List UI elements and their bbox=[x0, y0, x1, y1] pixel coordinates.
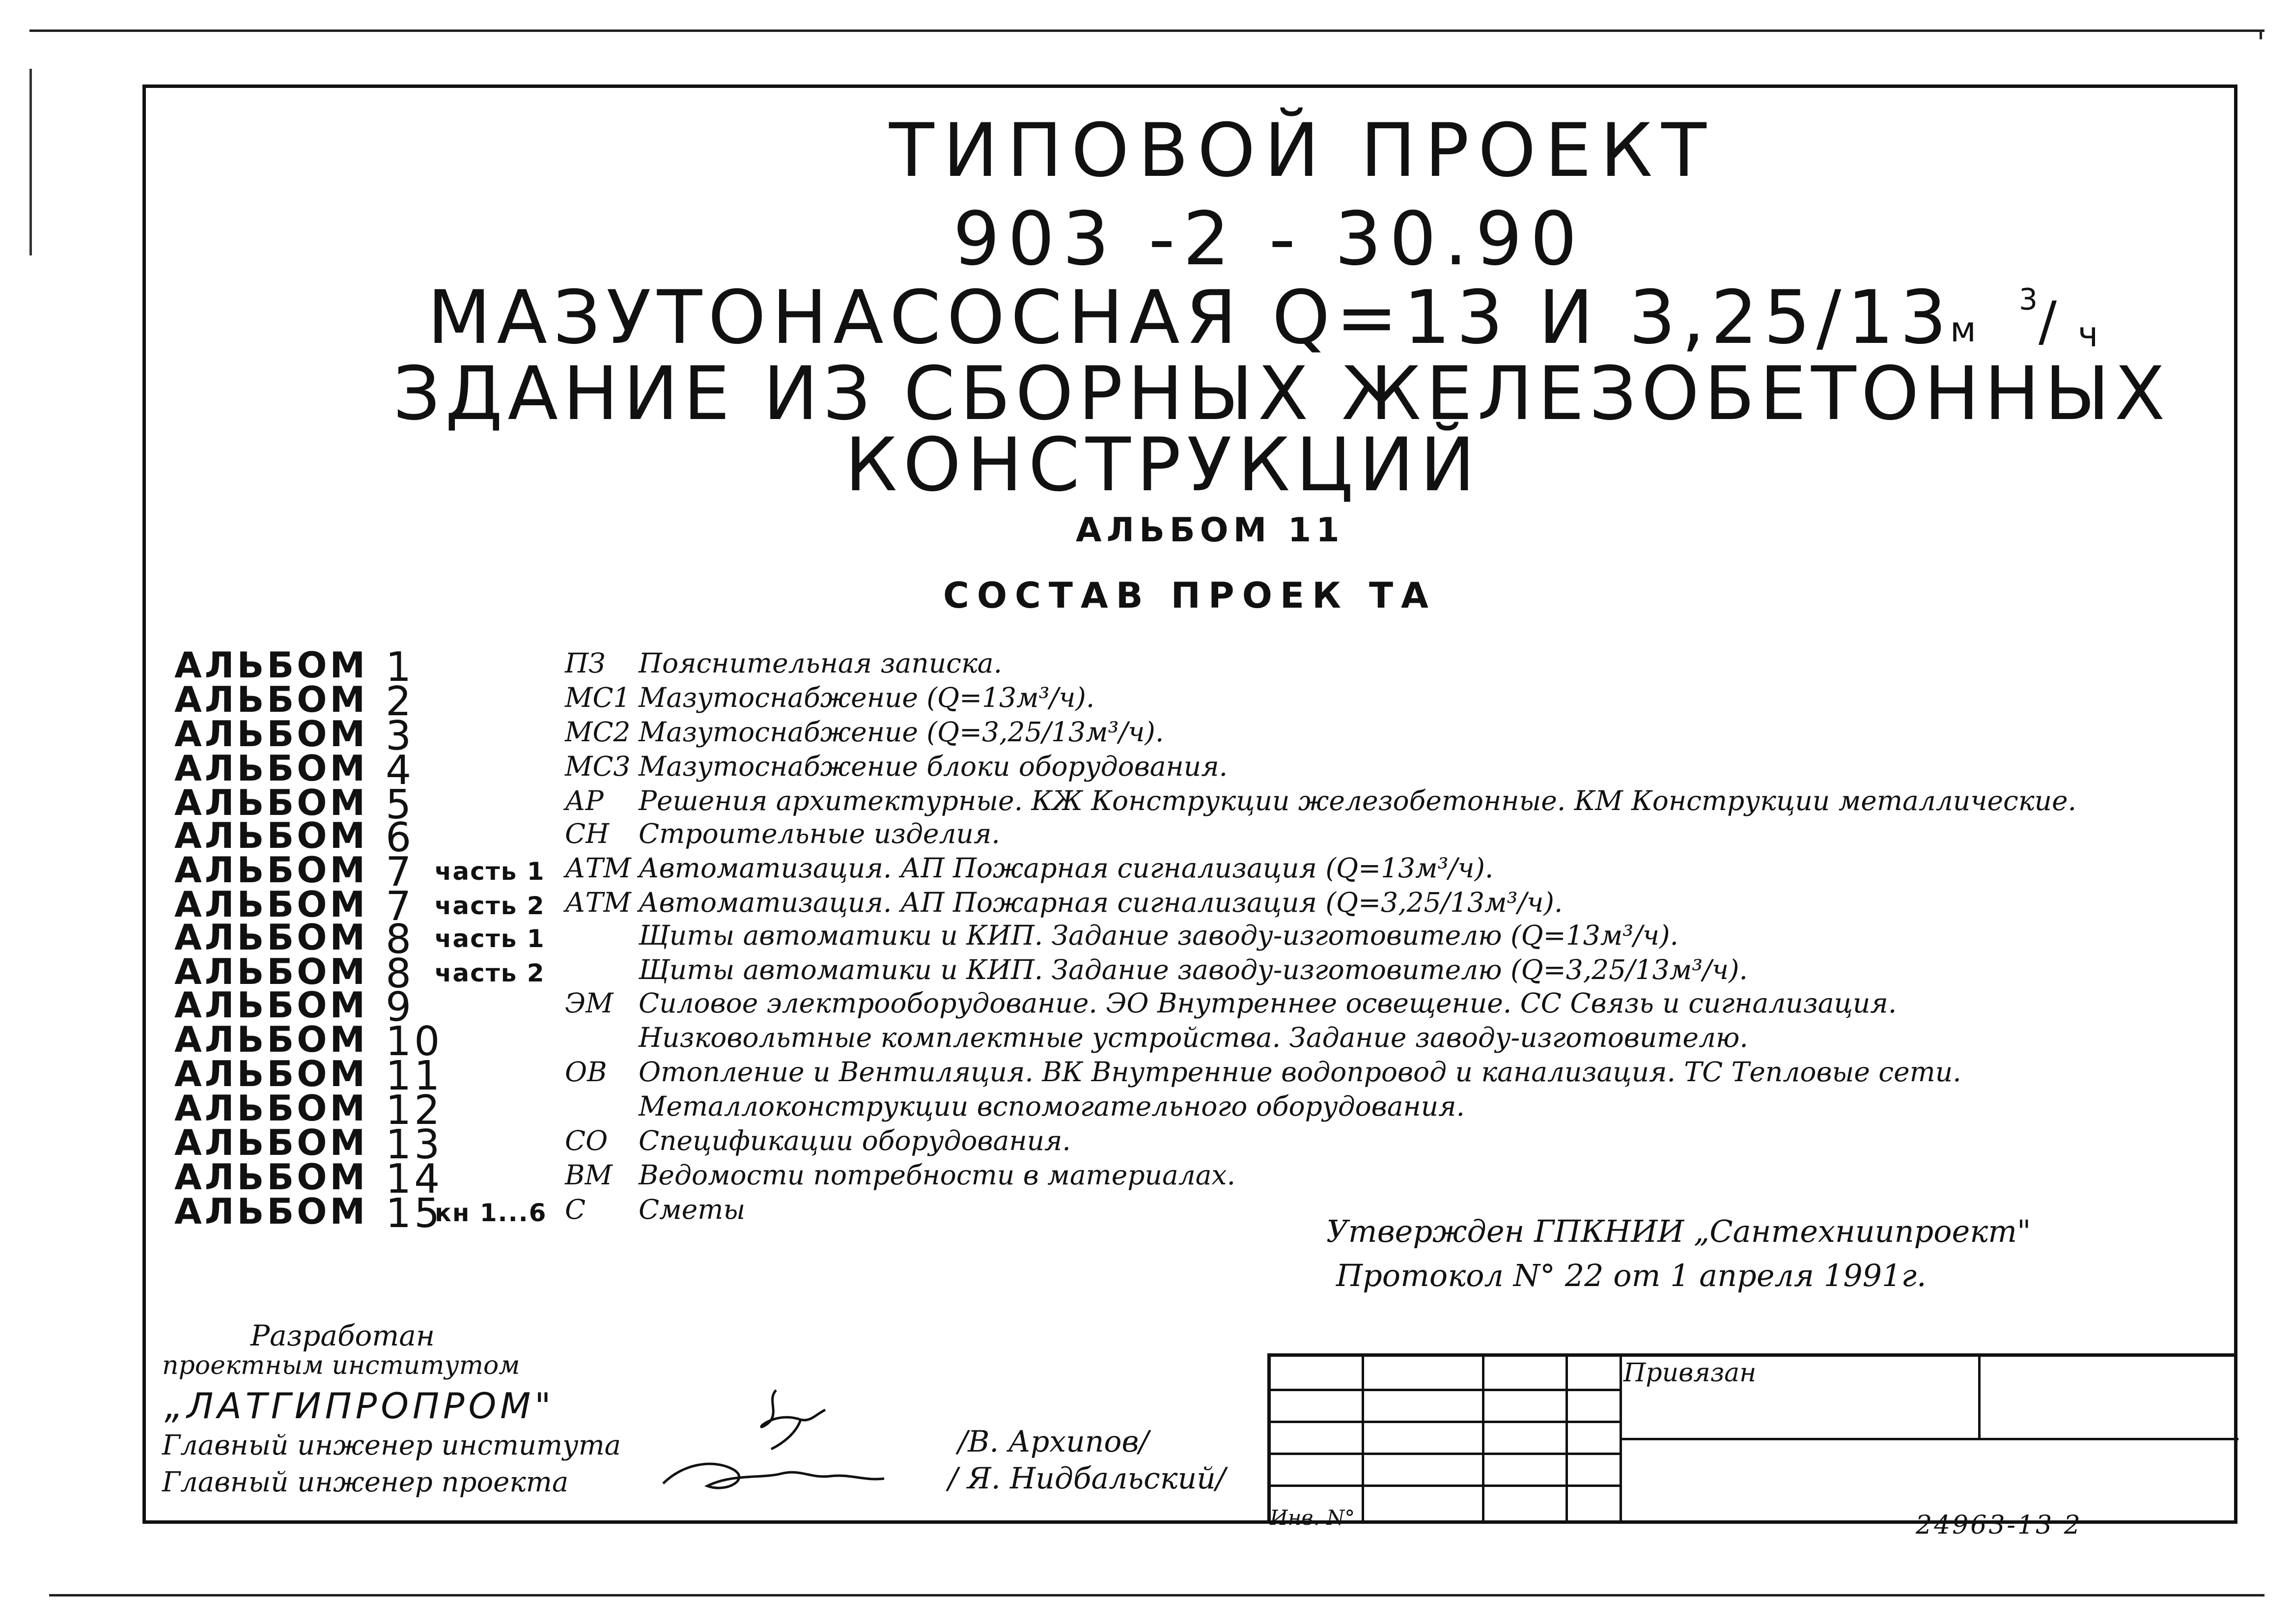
unit-slash: / bbox=[2039, 290, 2064, 353]
album-row: АЛЬБОМ 7 часть 2 bbox=[174, 883, 545, 930]
section-code: ОВ bbox=[565, 1056, 607, 1088]
section-code: СН bbox=[565, 818, 610, 849]
section-desc: Строительные изделия. bbox=[639, 818, 1000, 849]
album-row: АЛЬБОМ 9 bbox=[174, 984, 415, 1031]
section-code: АТМ bbox=[565, 887, 631, 918]
stamp-vline bbox=[1565, 1357, 1568, 1524]
section-code: ЭМ bbox=[565, 987, 614, 1019]
section-code: ВМ bbox=[565, 1159, 613, 1191]
institute-name: „ЛАТГИПРОПРОМ" bbox=[165, 1385, 555, 1427]
section-desc: Мазутоснабжение (Q=3,25/13м³/ч). bbox=[639, 716, 1164, 748]
unit-h: ч bbox=[2078, 314, 2105, 355]
section-desc: Пояснительная записка. bbox=[639, 647, 1003, 679]
section-desc: Низковольтные комплектные устройства. Задание заводу-изготовителю. bbox=[639, 1022, 1748, 1053]
signature-2 bbox=[663, 1464, 884, 1488]
album-row: АЛЬБОМ 4 bbox=[174, 747, 415, 794]
section-code: АР bbox=[565, 785, 604, 816]
inventory-label: Инв. N° bbox=[1270, 1506, 1355, 1530]
section-desc: Щиты автоматики и КИП. Задание заводу-изготовителю (Q=3,25/13м³/ч). bbox=[639, 954, 1748, 985]
sheet-edge-bottom bbox=[49, 1594, 2264, 1596]
section-desc: Мазутоснабжение блоки оборудования. bbox=[639, 751, 1228, 782]
stamp-vline bbox=[1620, 1357, 1622, 1524]
project-number: 903 -2 - 30.90 bbox=[953, 196, 1585, 282]
album-row: АЛЬБОМ 15 кн 1...6 bbox=[174, 1190, 547, 1237]
signatures bbox=[653, 1380, 899, 1508]
title-line-1: ТИПОВОЙ ПРОЕКТ bbox=[889, 108, 1715, 194]
album-row: АЛЬБОМ 5 bbox=[174, 782, 415, 828]
title-line-3: МАЗУТОНАСОСНАЯ Q=13 И 3,25/13 bbox=[427, 275, 1953, 361]
album-row: АЛЬБОМ 2 bbox=[174, 678, 415, 725]
document-number: 24963-13 2 bbox=[1916, 1511, 2082, 1540]
developer-line-2: проектным институтом bbox=[162, 1351, 520, 1380]
stamp-hline bbox=[1271, 1421, 1620, 1423]
signature-1 bbox=[761, 1390, 825, 1449]
developer-line-1: Разработан bbox=[251, 1319, 435, 1352]
approval-line-2: Протокол N° 22 от 1 апреля 1991г. bbox=[1336, 1258, 1927, 1293]
album-row: АЛЬБОМ 7 часть 1 bbox=[174, 849, 545, 896]
stamp-vline bbox=[1362, 1357, 1364, 1524]
album-row: АЛЬБОМ 10 bbox=[174, 1018, 443, 1065]
album-title: АЛЬБОМ 11 bbox=[1076, 511, 1344, 550]
section-desc: Автоматизация. АП Пожарная сигнализация (Q=3,25/13м³/ч). bbox=[639, 887, 1563, 918]
album-row: АЛЬБОМ 11 bbox=[174, 1053, 443, 1099]
composition-title: СОСТАВ ПРОЕК ТА bbox=[943, 575, 1436, 616]
section-code: МС2 bbox=[565, 716, 631, 748]
stamp-vline bbox=[1978, 1357, 1981, 1438]
section-desc: Спецификации оборудования. bbox=[639, 1125, 1071, 1156]
role-project-chief: Главный инженер проекта bbox=[162, 1466, 569, 1498]
section-code: СО bbox=[565, 1125, 608, 1156]
section-desc: Металлоконструкции вспомогательного оборудования. bbox=[639, 1091, 1465, 1122]
sheet-edge-left bbox=[29, 69, 32, 255]
role-institute-chief: Главный инженер института bbox=[162, 1429, 621, 1461]
album-row: АЛЬБОМ 3 bbox=[174, 713, 415, 759]
title-line-5: КОНСТРУКЦИЙ bbox=[845, 422, 1481, 508]
album-row: АЛЬБОМ 8 часть 1 bbox=[174, 916, 545, 963]
section-desc: Силовое электрооборудование. ЭО Внутреннее освещение. СС Связь и сигнализация. bbox=[639, 987, 1897, 1019]
linked-label: Привязан bbox=[1623, 1358, 1757, 1388]
section-code: С bbox=[565, 1194, 586, 1225]
section-desc: Автоматизация. АП Пожарная сигнализация (Q=13м³/ч). bbox=[639, 852, 1494, 884]
section-desc: Сметы bbox=[639, 1194, 746, 1225]
name-2: / Я. Нидбальский/ bbox=[948, 1461, 1226, 1496]
section-code: МС1 bbox=[565, 682, 631, 713]
section-desc: Решения архитектурные. КЖ Конструкции железобетонные. КМ Конструкции металлические. bbox=[639, 785, 2077, 816]
album-row: АЛЬБОМ 8 часть 2 bbox=[174, 951, 545, 997]
unit-sup: 3 bbox=[2019, 282, 2045, 317]
stamp-hline bbox=[1271, 1453, 1620, 1455]
album-row: АЛЬБОМ 13 bbox=[174, 1121, 443, 1168]
sheet-edge-top bbox=[29, 29, 2264, 32]
unit-m: м bbox=[1950, 309, 1983, 350]
album-row: АЛЬБОМ 1 bbox=[174, 644, 415, 691]
section-desc: Отопление и Вентиляция. ВК Внутренние водопровод и канализация. ТС Тепловые сети. bbox=[639, 1056, 1961, 1088]
title-line-4: ЗДАНИЕ ИЗ СБОРНЫХ ЖЕЛЕЗОБЕТОННЫХ bbox=[393, 351, 2170, 437]
section-code: МС3 bbox=[565, 751, 631, 782]
album-row: АЛЬБОМ 6 bbox=[174, 814, 415, 861]
approval-line-1: Утвержден ГПКНИИ „Сантехниипроект" bbox=[1326, 1213, 2031, 1249]
section-desc: Ведомости потребности в материалах. bbox=[639, 1159, 1236, 1191]
section-code: АТМ bbox=[565, 852, 631, 884]
section-desc: Щиты автоматики и КИП. Задание заводу-изготовителю (Q=13м³/ч). bbox=[639, 920, 1679, 951]
stamp-vline bbox=[1482, 1357, 1484, 1524]
stamp-hline bbox=[1620, 1438, 2238, 1440]
album-row: АЛЬБОМ 14 bbox=[174, 1156, 443, 1203]
stamp-hline bbox=[1271, 1484, 1620, 1487]
album-row: АЛЬБОМ 12 bbox=[174, 1087, 443, 1134]
section-desc: Мазутоснабжение (Q=13м³/ч). bbox=[639, 682, 1095, 713]
section-code: ПЗ bbox=[565, 647, 606, 679]
name-1: /В. Архипов/ bbox=[958, 1425, 1149, 1459]
stamp-hline bbox=[1271, 1389, 1620, 1391]
sheet-edge-tick bbox=[2260, 29, 2262, 39]
